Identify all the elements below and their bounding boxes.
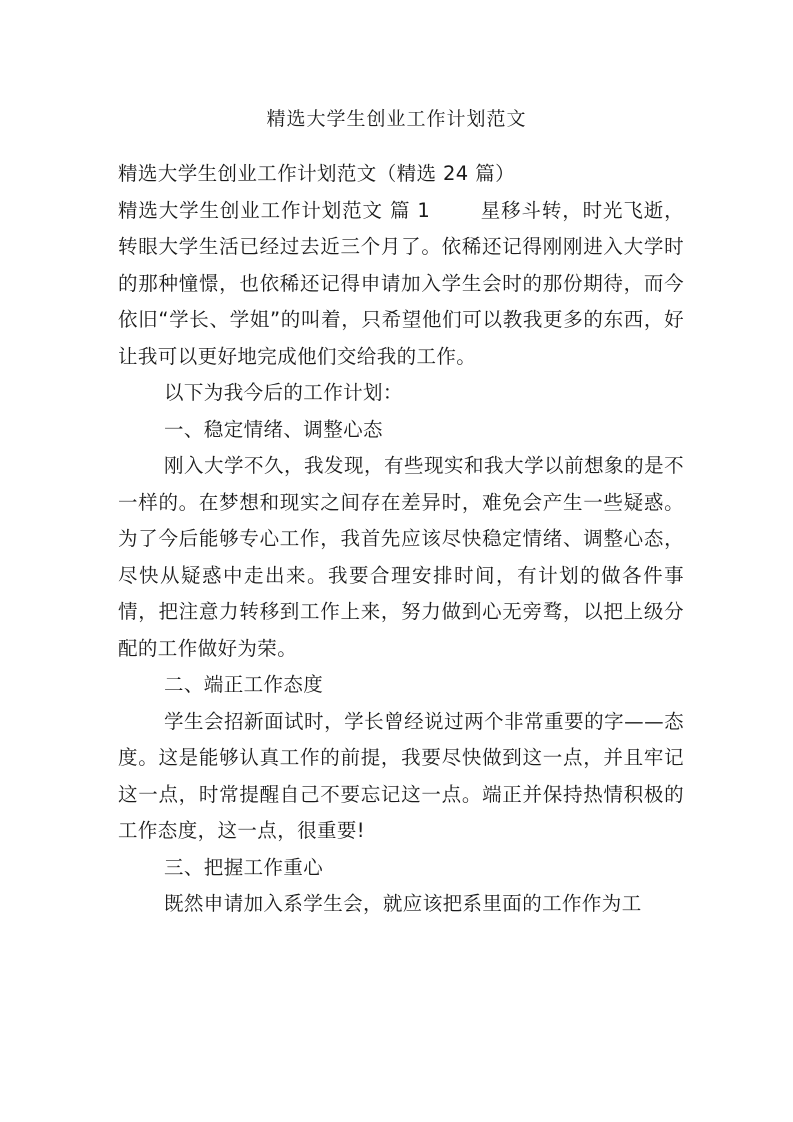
section-paragraph-2: 学生会招新面试时，学长曾经说过两个非常重要的字——态度。这是能够认真工作的前提，我要尽快做到这一点，并且牢记这一点，时常提醒自己不要忘记这一点。端正并保持热情积极的工作态度，这一点，很重要! [118,709,684,842]
section-heading-3: 三、把握工作重心 [164,855,324,879]
article-label: 精选大学生创业工作计划范文 篇 1 [118,198,431,222]
intro-paragraph: 星移斗转，时光飞逝，转眼大学生活已经过去近三个月了。依稀还记得刚刚进入大学时的那种憧憬，也依稀还记得申请加入学生会时的那份期待，而今依旧“学长、学姐”的叫着，只希望他们可以教我更多的东西，好让我可以更好地完成他们交给我的工作。 [118,198,684,368]
document-title: 精选大学生创业工作计划范文 [266,108,527,130]
section-heading-1: 一、稳定情绪、调整心态 [164,417,383,441]
section-paragraph-1: 刚入大学不久，我发现，有些现实和我大学以前想象的是不一样的。在梦想和现实之间存在差异时，难免会产生一些疑惑。为了今后能够专心工作，我首先应该尽快稳定情绪、调整心态，尽快从疑惑中走出来。我要合理安排时间，有计划的做各件事情，把注意力转移到工作上来，努力做到心无旁骛，以把上级分配的工作做好为荣。 [118,454,684,660]
document-body [118,156,684,923]
section-heading-2: 二、端正工作态度 [164,673,324,696]
plan-intro: 以下为我今后的工作计划： [164,381,403,404]
section-paragraph-3: 既然申请加入系学生会，就应该把系里面的工作作为工 [164,892,642,915]
article-first-paragraph [118,193,684,376]
document-subtitle: 精选大学生创业工作计划范文（精选 24 篇） [118,162,516,185]
